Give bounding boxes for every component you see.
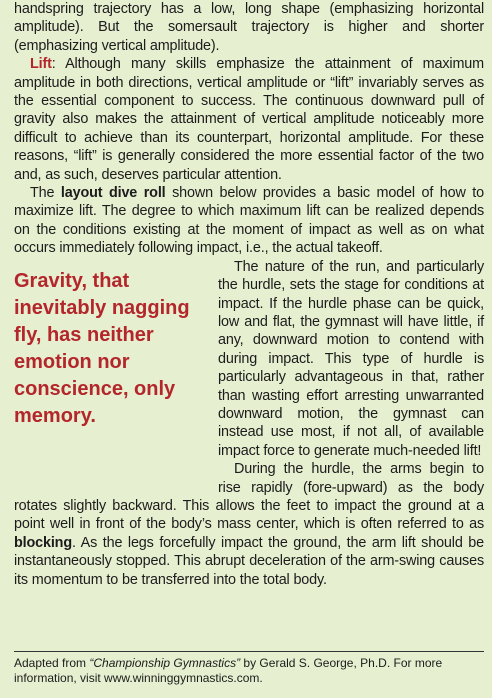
pull-quote-text: Gravity, that inevitably nagging fly, has neither emotion nor conscience, only memory. xyxy=(14,269,190,427)
paragraph-lift xyxy=(14,55,484,184)
lift-text: : Although many skills emphasize the attainment of maximum amplitude in both directions, vertical amplitude or “lift” invariably serves as the essential component to success. The continuous downward pull of gravity also makes the attainment of vertical amplitude noticeably more difficult to achieve than its counterpart, horizontal amplitude. For these reasons, “lift” is generally considered the more essential factor of the two and, as such, deserves particular attention. xyxy=(14,56,484,183)
paragraph-layout-dive-roll xyxy=(14,184,484,258)
footer-credit xyxy=(14,656,484,686)
footer-intro: Adapted from xyxy=(14,656,90,670)
footer-text: by Gerald S. George, Ph.D. For more information, visit www.winninggymnastics.com. xyxy=(14,656,443,685)
paragraph-trajectory: handspring trajectory has a low, long shape (emphasizing horizontal amplitude). But the somersault trajectory is higher and shorter (emphasizing vertical amplitude). xyxy=(14,1,484,54)
layout-dive-roll-term: layout dive roll xyxy=(60,185,166,202)
book-title: “Championship Gymnastics” xyxy=(89,656,241,670)
layout-text: shown below provides a basic model of how to maximize lift. The degree to which maximum lift can be realized depends on the conditions existing at the moment of impact as well as on what occurs immediately following impact, i.e., the actual takeoff. xyxy=(14,185,484,257)
layout-intro: The xyxy=(30,185,61,202)
pull-quote xyxy=(14,262,210,488)
blocking-intro: During the hurdle, the arms begin to rise rapidly (fore-upward) as the body rotates slightly backward. This allows the feet to impact the ground at a point well in front of the body’s mass center, which is often referred to as xyxy=(14,461,484,533)
lift-heading: Lift xyxy=(30,56,52,73)
blocking-term: blocking xyxy=(14,534,72,551)
blocking-text: . As the legs forcefully impact the ground, the arm lift should be instantaneously stopped. This abrupt deceleration of the arm-swing causes its momentum to be transferred into the total body. xyxy=(14,534,484,588)
paragraph-hurdle: The nature of the run, and particularly the hurdle, sets the stage for conditions at impact. If the hurdle phase can be quick, low and flat, the gymnast will have little, if any, downward motion to contend with during impact. This type of hurdle is particularly advantageous in that, rather than wasting effort arresting unwarranted downward motion, the gymnast can instead use most, if not all, of available impact force to generate much-needed lift! xyxy=(218,258,484,459)
footer-divider xyxy=(14,651,484,652)
article-body xyxy=(14,0,484,589)
